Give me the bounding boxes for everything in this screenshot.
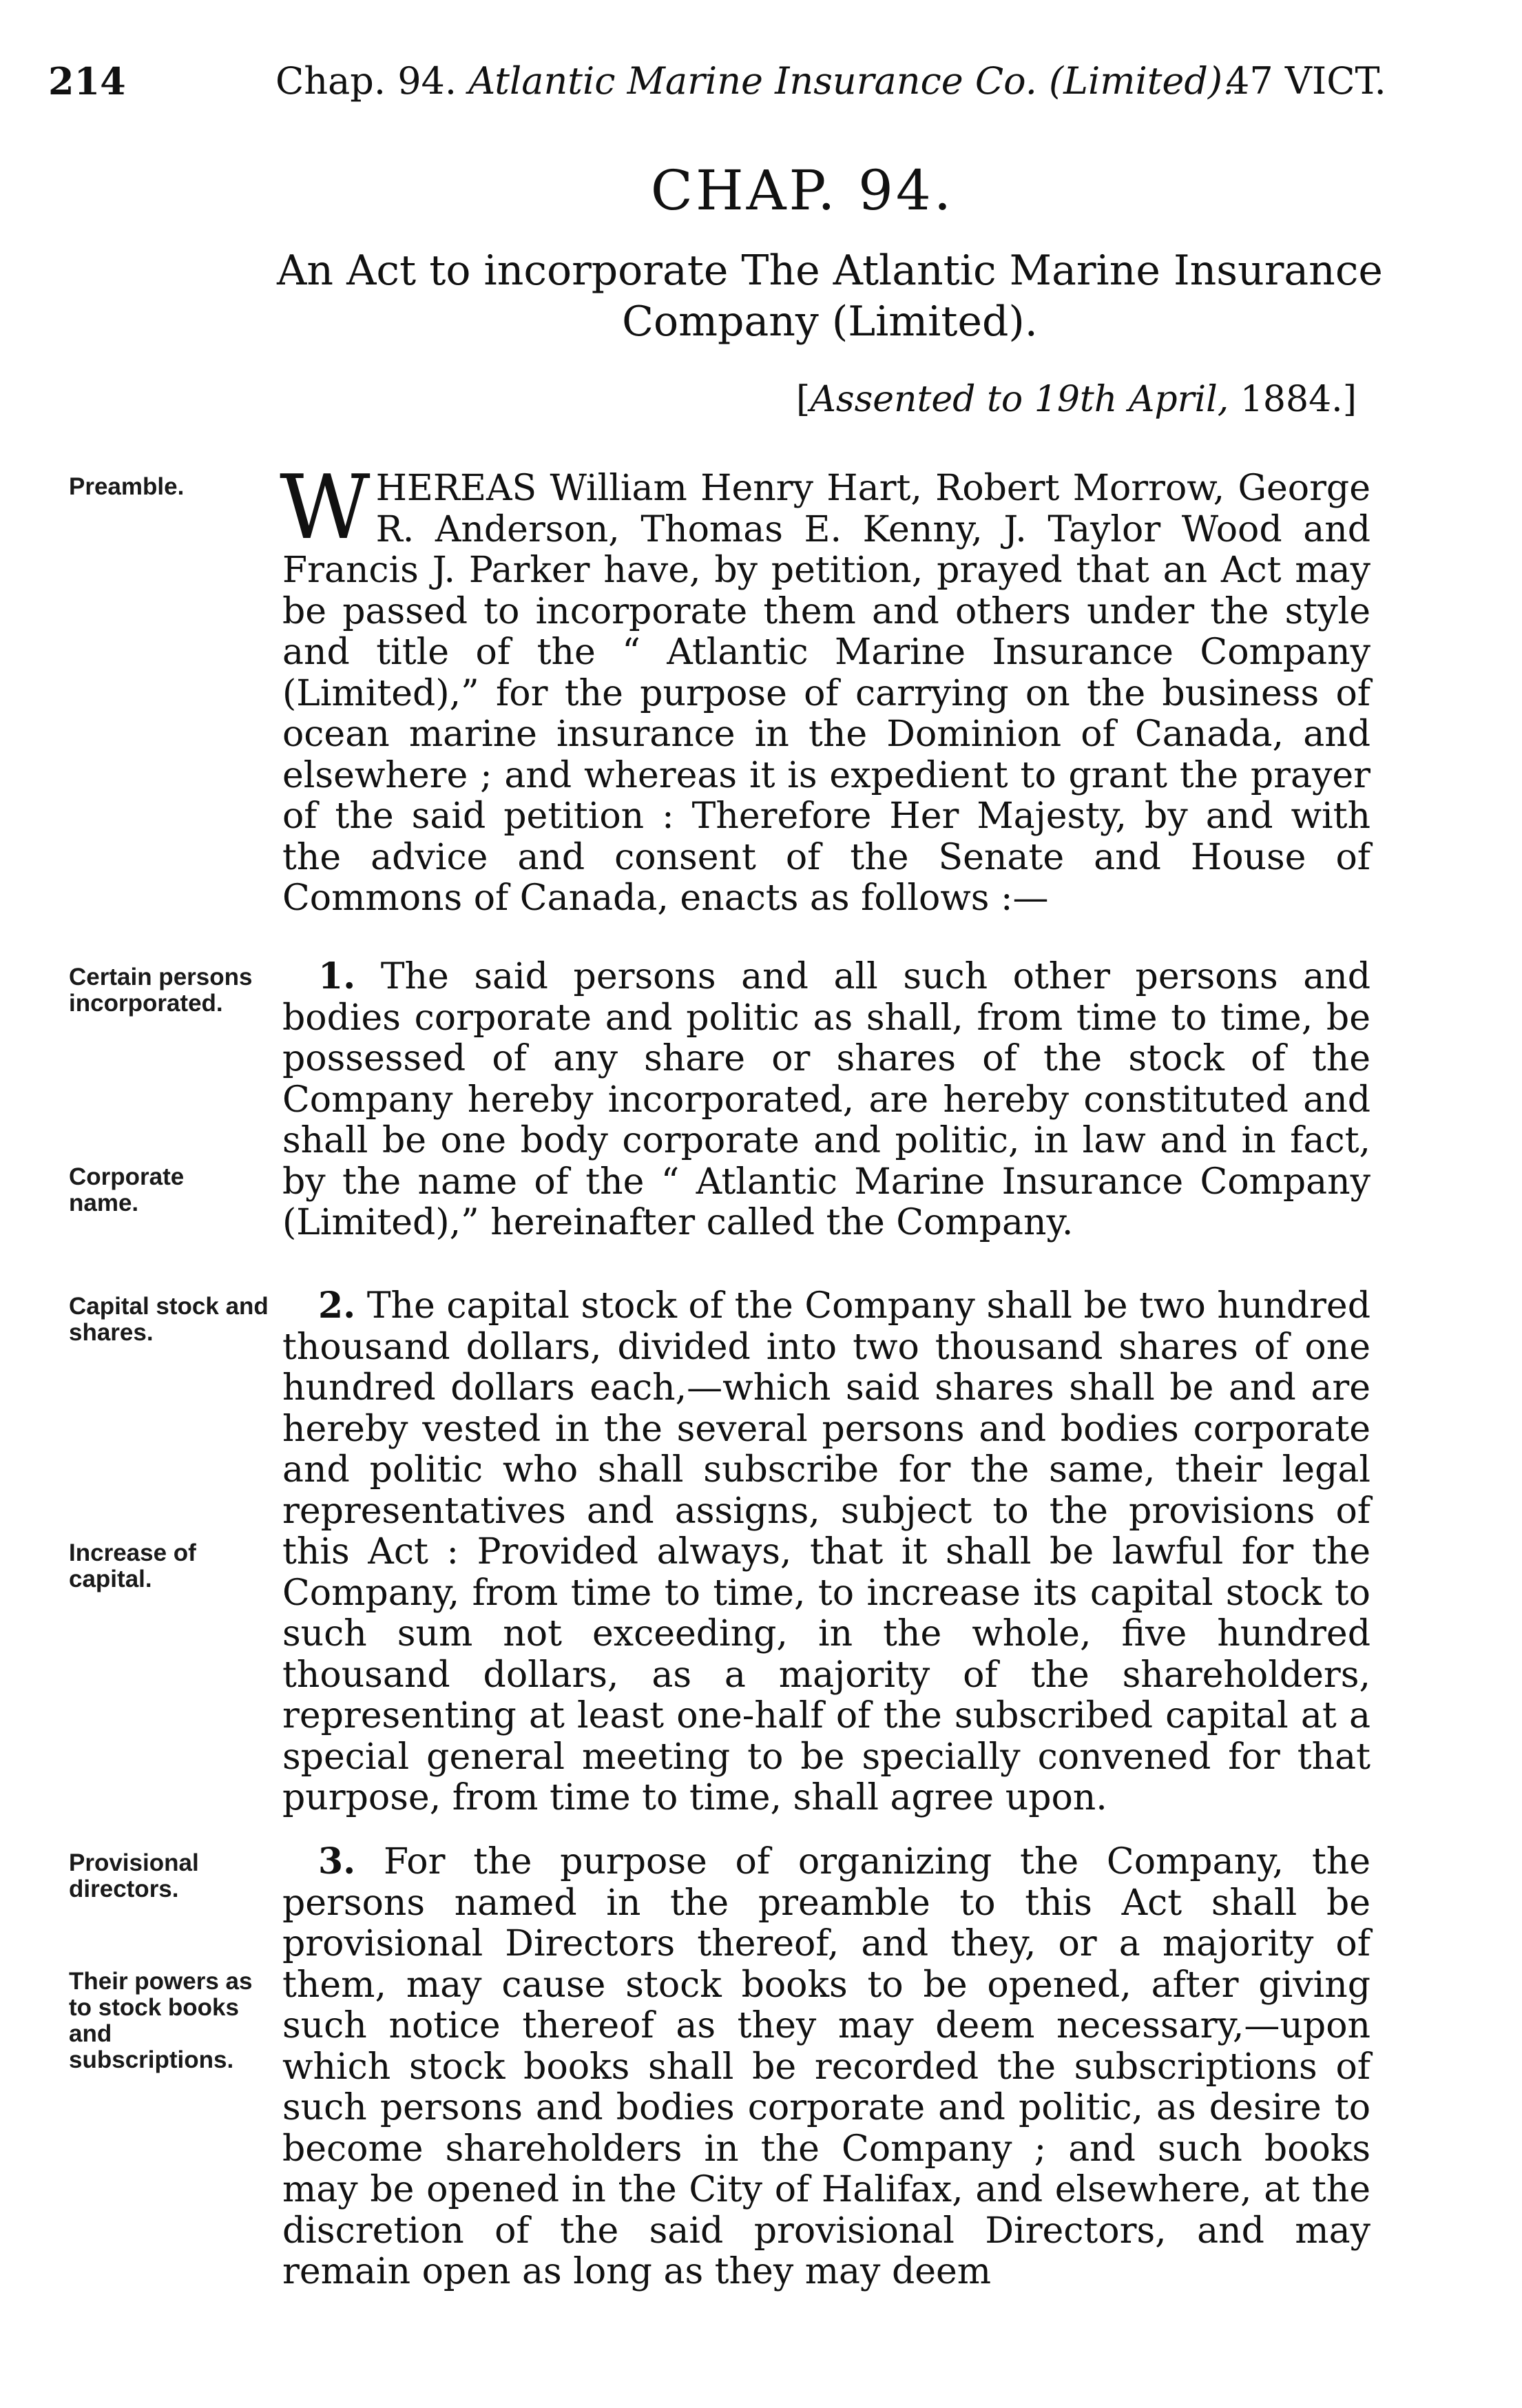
- act-title-line-1: An Act to incorporate The Atlantic Marine Insurance: [277, 247, 1383, 295]
- margin-note-certain-persons: Certain persons incorporated.: [69, 964, 253, 1017]
- margin-note-their-powers: Their powers as to stock books and subscriptions.: [69, 1968, 253, 2073]
- margin-note-increase-capital: Increase of capital.: [69, 1539, 196, 1592]
- page-number: 214: [48, 59, 126, 103]
- section-number: 3.: [318, 1840, 356, 1882]
- margin-note-capital-stock: Capital stock and shares.: [69, 1293, 269, 1346]
- running-head: [0, 59, 1522, 114]
- section-3: [282, 1841, 1370, 2293]
- margin-note-corporate-name: Corporate name.: [69, 1163, 185, 1216]
- assent-year: 1884.]: [1229, 379, 1357, 420]
- margin-note-provisional-directors: Provisional directors.: [69, 1849, 199, 1902]
- act-title-line-2: Company (Limited).: [622, 298, 1038, 346]
- section-number: 1.: [318, 955, 356, 997]
- section-2: [282, 1285, 1370, 1819]
- section-text: The said persons and all such other persons and bodies corporate and politic as shall, from time to time, be possessed of any share or shares of the stock of the Company hereby incorporated, are hereby constituted and shall be one body corporate and politic, in law and in fact, by the name of the “ Atlantic Marine Insurance Company (Limited),” hereinafter called the Company.: [282, 956, 1370, 1243]
- section-text: The capital stock of the Company shall be two hundred thousand dollars, divided into two thousand shares of one hundred dollars each,—which said shares shall be and are hereby vested in the several persons and bodies corporate and politic who shall subscribe for the same, their legal representatives and assigns, subject to the provisions of this Act : Provided always, that it shall be lawful for the Company, from time to time, to increase its capital stock to such sum not exceeding, in the whole, five hundred thousand dollars, as a majority of the shareholders, representing at least one-half of the subscribed capital at a special general meeting to be specially convened for that purpose, from time to time, shall agree upon.: [282, 1285, 1370, 1818]
- preamble-text: HEREAS William Henry Hart, Robert Morrow, George R. Anderson, Thomas E. Kenny, J. Taylor Wood and Francis J. Parker have, by petition, prayed that an Act may be passed to incorporate them and others under the style and title of the “ Atlantic Marine Insurance Company (Limited),” for the purpose of carrying on the business of ocean marine insurance in the Dominion of Canada, and elsewhere ; and whereas it is expedient to grant the prayer of the said petition : Therefore Her Majesty, by and with the advice and consent of the Senate and House of Commons of Canada, enacts as follows :—: [282, 468, 1370, 919]
- assent-open-bracket: [: [796, 379, 811, 420]
- preamble-paragraph: [280, 457, 1370, 920]
- running-title: [275, 59, 1234, 103]
- section-text: For the purpose of organizing the Company, the persons named in the preamble to this Act shall be provisional Directors thereof, and they, or a majority of them, may cause stock books to be opened, after giving such notice thereof as they may deem necessary,—upon which stock books shall be recorded the subscriptions of such persons and bodies corporate and politic, as desire to become shareholders in the Company ; and such books may be opened in the City of Halifax, and elsewhere, at the discretion of the said provisional Directors, and may remain open as long as they may deem: [282, 1841, 1370, 2292]
- assent-date: [792, 379, 1357, 420]
- session-label: 47 VICT.: [1226, 59, 1386, 103]
- running-title-italic: Atlantic Marine Insurance Co. (Limited).: [468, 59, 1235, 103]
- section-1: [282, 956, 1370, 1244]
- assent-italic: Assented to 19th April,: [810, 379, 1229, 420]
- act-title: [275, 245, 1384, 347]
- margin-note-preamble: Preamble.: [69, 473, 185, 500]
- drop-cap: W: [280, 457, 371, 559]
- chapter-heading: CHAP. 94.: [650, 158, 955, 222]
- running-chap: Chap. 94.: [275, 59, 457, 103]
- section-number: 2.: [318, 1285, 356, 1327]
